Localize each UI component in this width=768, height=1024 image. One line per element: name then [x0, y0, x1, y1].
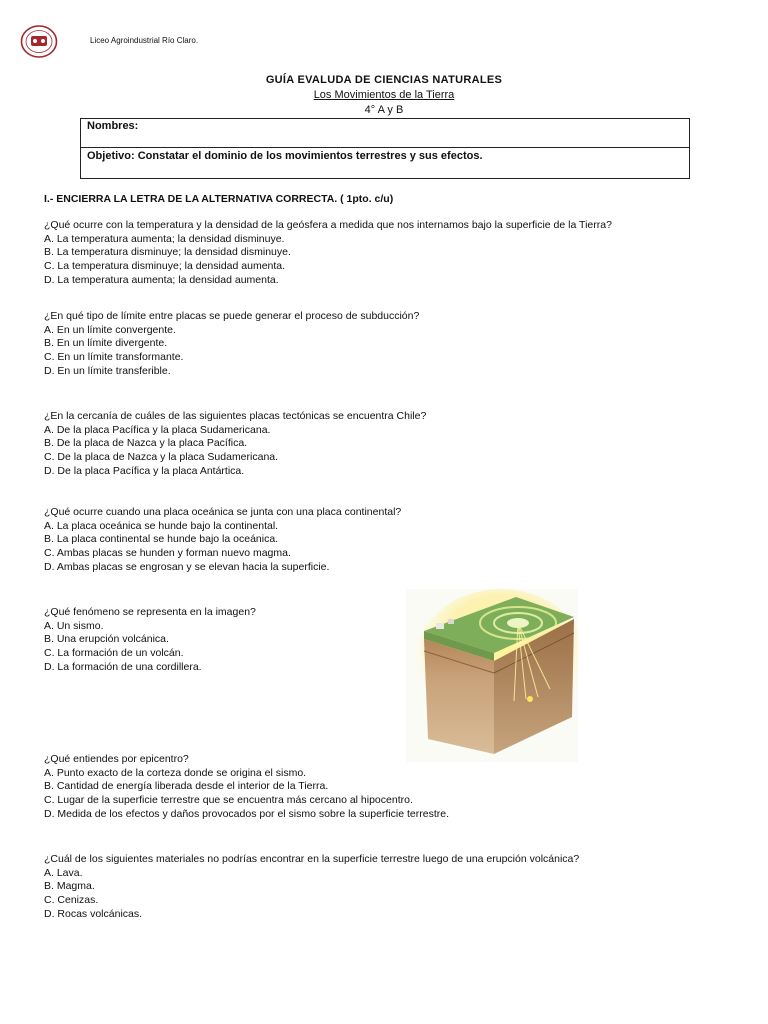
option-d[interactable]: D. Ambas placas se engrosan y se elevan hacia la superficie.: [44, 560, 330, 573]
option-d[interactable]: D. En un límite transferible.: [44, 364, 171, 377]
option-a[interactable]: A. La temperatura aumenta; la densidad disminuye.: [44, 232, 285, 245]
option-c[interactable]: C. Lugar de la superficie terrestre que se encuentra más cercano al hipocentro.: [44, 794, 413, 807]
page-title: GUÍA EVALUDA DE CIENCIAS NATURALES: [265, 74, 503, 86]
option-d[interactable]: D. La temperatura aumenta; la densidad aumenta.: [44, 273, 279, 286]
objective-row: [81, 149, 689, 178]
question-text: ¿En qué tipo de límite entre placas se puede generar el proceso de subducción?: [44, 310, 420, 322]
option-c[interactable]: C. Ambas placas se hunden y forman nuevo magma.: [44, 547, 291, 560]
option-a[interactable]: A. De la placa Pacífica y la placa Sudamericana.: [44, 423, 271, 436]
school-name: Liceo Agroindustrial Río Claro.: [90, 36, 199, 45]
option-b[interactable]: B. Una erupción volcánica.: [44, 633, 169, 646]
option-c[interactable]: C. La formación de un volcán.: [44, 647, 184, 660]
page-subtitle: Los Movimientos de la Tierra: [313, 89, 455, 101]
option-b[interactable]: B. En un límite divergente.: [44, 337, 168, 350]
question-3: [44, 410, 426, 479]
earthquake-block-diagram: [406, 589, 578, 762]
question-7: [44, 853, 579, 922]
names-label: Nombres:: [87, 120, 139, 132]
question-2: [44, 310, 419, 379]
option-c[interactable]: C. Cenizas.: [44, 894, 99, 907]
question-6: [44, 753, 449, 822]
question-4: [44, 506, 401, 575]
option-d[interactable]: D. Medida de los efectos y daños provocados por el sismo sobre la superficie terrestre.: [44, 807, 450, 820]
names-field[interactable]: [81, 119, 689, 148]
option-c[interactable]: C. En un límite transformante.: [44, 351, 184, 364]
option-d[interactable]: D. De la placa Pacífica y la placa Antártica.: [44, 464, 245, 477]
option-b[interactable]: B. De la placa de Nazca y la placa Pacífica.: [44, 437, 248, 450]
option-b[interactable]: B. La placa continental se hunde bajo la oceánica.: [44, 533, 279, 546]
option-c[interactable]: C. La temperatura disminuye; la densidad aumenta.: [44, 260, 286, 273]
info-box: [80, 118, 690, 179]
option-d[interactable]: D. Rocas volcánicas.: [44, 907, 143, 920]
question-text: ¿En la cercanía de cuáles de las siguientes placas tectónicas se encuentra Chile?: [44, 410, 427, 422]
objective-text: Objetivo: Constatar el dominio de los movimientos terrestres y sus efectos.: [87, 150, 483, 162]
school-seal-logo: [20, 25, 58, 58]
option-c[interactable]: C. De la placa de Nazca y la placa Sudamericana.: [44, 451, 279, 464]
option-a[interactable]: A. En un límite convergente.: [44, 323, 176, 336]
option-b[interactable]: B. Magma.: [44, 880, 95, 893]
question-5: [44, 606, 256, 675]
question-text: ¿Qué entiendes por epicentro?: [44, 753, 189, 765]
course-label: 4° A y B: [364, 104, 404, 116]
option-a[interactable]: A. Punto exacto de la corteza donde se origina el sismo.: [44, 766, 307, 779]
question-1: [44, 219, 684, 288]
option-d[interactable]: D. La formación de una cordillera.: [44, 660, 202, 673]
section-title: I.- ENCIERRA LA LETRA DE LA ALTERNATIVA CORRECTA. ( 1pto. c/u): [44, 193, 394, 205]
question-text: ¿Qué fenómeno se representa en la imagen?: [44, 606, 256, 618]
question-text: ¿Cuál de los siguientes materiales no podrías encontrar en la superficie terrestre luego de una erupción volcánica?: [44, 853, 580, 865]
option-a[interactable]: A. Un sismo.: [44, 619, 104, 632]
question-text: ¿Qué ocurre cuando una placa oceánica se junta con una placa continental?: [44, 506, 402, 518]
question-text: ¿Qué ocurre con la temperatura y la densidad de la geósfera a medida que nos internamos bajo la superficie de la Tierra?: [44, 219, 612, 231]
option-b[interactable]: B. Cantidad de energía liberada desde el interior de la Tierra.: [44, 780, 329, 793]
option-b[interactable]: B. La temperatura disminuye; la densidad disminuye.: [44, 246, 291, 259]
option-a[interactable]: A. La placa oceánica se hunde bajo la continental.: [44, 519, 279, 532]
option-a[interactable]: A. Lava.: [44, 866, 83, 879]
